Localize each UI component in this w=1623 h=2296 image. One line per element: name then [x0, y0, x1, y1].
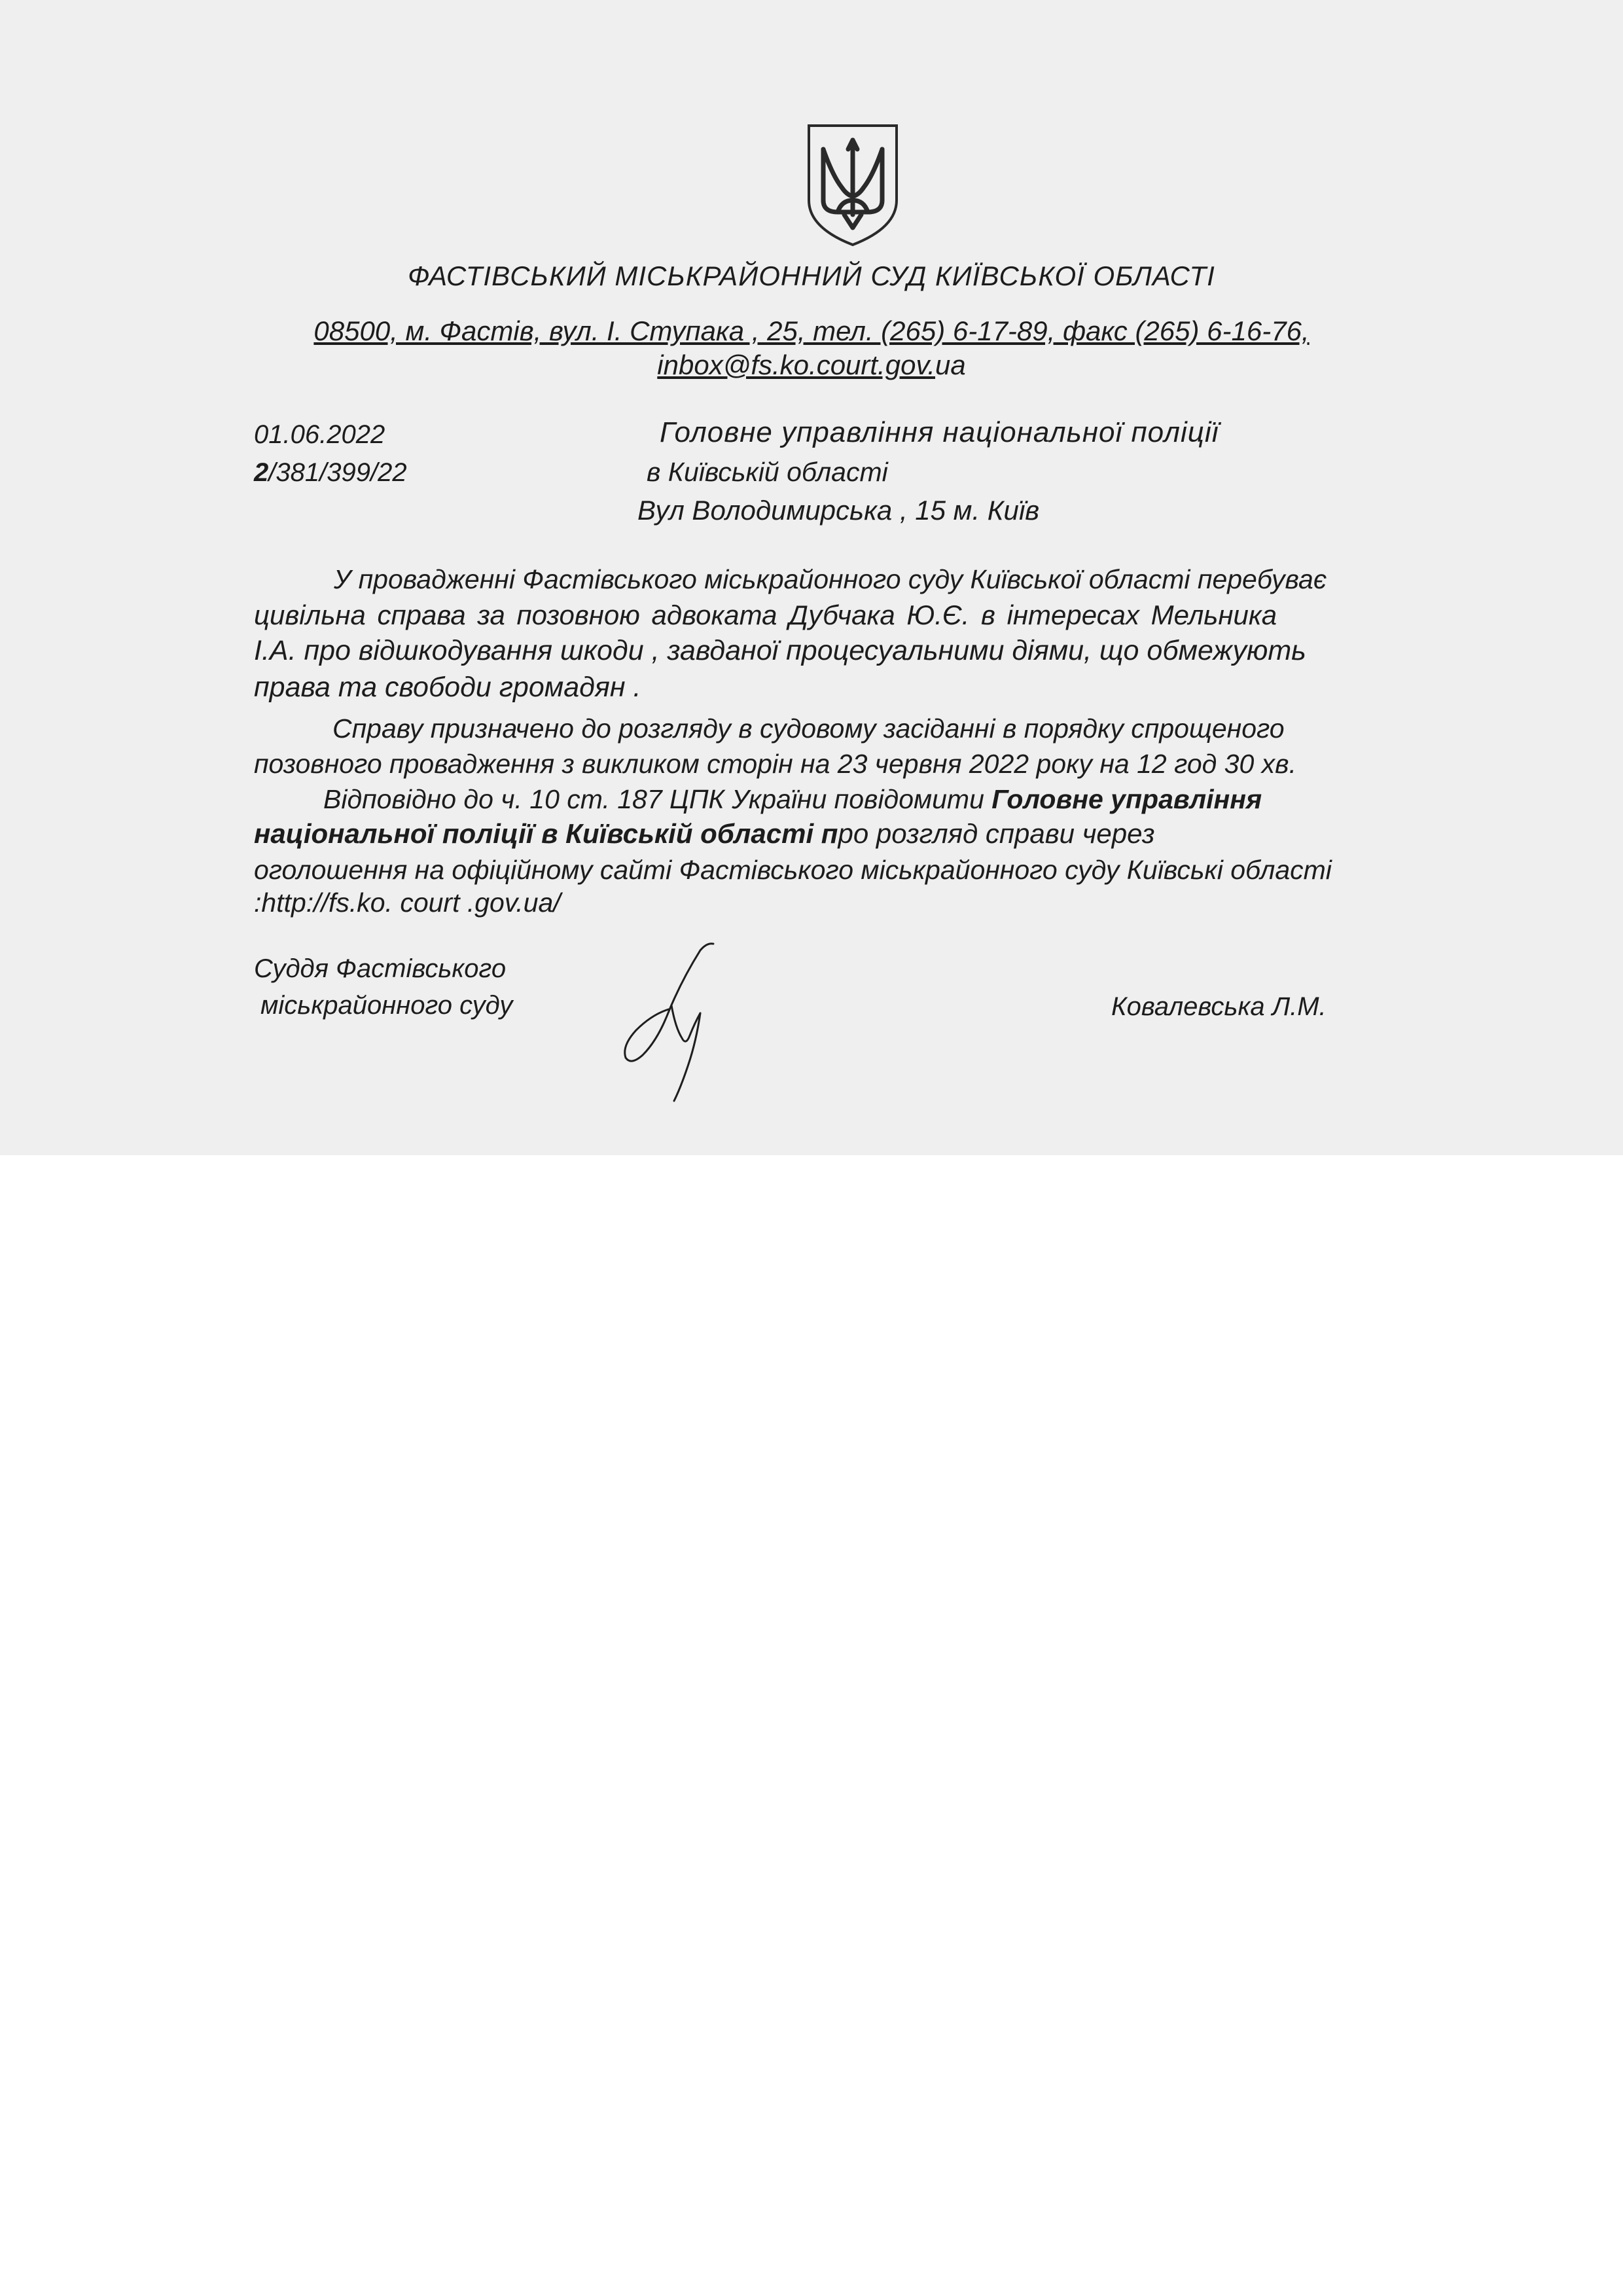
handwritten-signature [609, 936, 726, 1106]
body-line-9: оголошення на офіційному сайті Фастівського міськрайонного суду Київські області [254, 855, 1332, 885]
document-date: 01.06.2022 [254, 420, 385, 449]
recipient-line-1: Головне управління національної поліції [660, 416, 1219, 448]
court-email-underlined: inbox@fs.ko.court.gov. [657, 350, 935, 380]
body-line-10: :http://fs.ko. court .gov.ua/ [254, 888, 561, 918]
body-line-3: І.А. про відшкодування шкоди , завданої процесуальними діями, що обмежують [254, 635, 1306, 666]
court-email [0, 350, 1623, 381]
court-name: ФАСТІВСЬКИЙ МІСЬКРАЙОННИЙ СУД КИЇВСЬКОЇ ОБЛАСТІ [408, 260, 1215, 291]
body-line-8-text: ро розгляд справи через [838, 818, 1155, 849]
recipient-line-2: в Київській області [647, 457, 888, 487]
recipient-line-3: Вул Володимирська , 15 м. Київ [637, 495, 1040, 526]
judge-title-line-2: міськрайонного суду [260, 991, 513, 1020]
reference-number: /381/399/22 [268, 458, 407, 487]
body-line-7-text: Відповідно до ч. 10 ст. 187 ЦПК України повідомити [323, 784, 992, 814]
court-email-tail: ua [935, 350, 966, 380]
body-line-7-bold: Головне управління [991, 784, 1262, 814]
judge-name: Ковалевська Л.М. [1111, 992, 1327, 1021]
document-reference [254, 458, 407, 488]
body-line-6: позовного провадження з викликом сторін на 23 червня 2022 року на 12 год 30 хв. [254, 749, 1296, 779]
reference-bold-digit: 2 [254, 458, 269, 487]
body-line-1: У провадженні Фастівського міськрайонного суду Київської області перебуває [334, 564, 1327, 594]
trident-emblem-icon [804, 123, 902, 247]
court-address [0, 315, 1623, 347]
body-line-8-bold: національної поліції в Київській області п [254, 818, 838, 849]
body-line-5: Справу призначено до розгляду в судовому засіданні в порядку спрощеного [332, 713, 1285, 744]
judge-title-line-1: Суддя Фастівського [254, 954, 507, 983]
body-line-7 [323, 784, 1262, 815]
body-line-8 [254, 818, 1155, 850]
body-line-2: цивільна справа за позовною адвоката Дубчака Ю.Є. в інтересах Мельника [254, 600, 1277, 630]
court-address-text: 08500, м. Фастів, вул. І. Ступака , 25, тел. (265) 6-17-89, факс (265) 6-16-76, [313, 315, 1310, 346]
body-line-4: права та свободи громадян . [254, 672, 641, 703]
